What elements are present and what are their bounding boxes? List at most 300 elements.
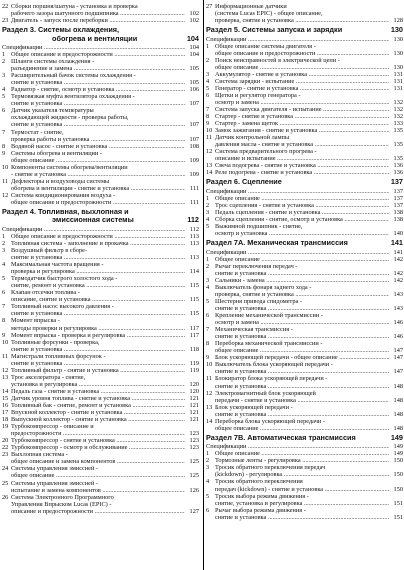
toc-entry [2, 192, 199, 199]
toc-entry-title: методы проверки и регулировка ..... [11, 325, 185, 332]
toc-entry [2, 310, 199, 317]
toc-entry [206, 368, 403, 375]
toc-entry [206, 450, 403, 457]
toc-page-number: 130 [390, 64, 403, 71]
toc-entry-number: 6 [2, 107, 6, 115]
toc-entry-title: Момент впрыска - проверка и регулировка ..... [11, 332, 185, 339]
toc-entry [2, 240, 199, 247]
toc-page-number: 151 [390, 514, 403, 521]
toc-left-column [2, 3, 199, 515]
toc-entry [206, 230, 403, 237]
toc-entry [2, 332, 199, 339]
toc-entry-title: Системы управления эмиссией - [11, 465, 98, 473]
toc-entry-number: 11 [2, 177, 9, 185]
toc-entry-title: Аккумулятор - снятие и установка ..... [215, 71, 389, 78]
toc-entry-number: 6 [206, 312, 210, 320]
toc-entry-number: 2 [206, 457, 210, 465]
section-title: Раздел 3. Системы охлаждения, [2, 25, 120, 35]
toc-page-number: 140 [390, 230, 403, 237]
toc-entry [206, 361, 403, 368]
toc-page-number: 123 [186, 437, 199, 444]
toc-page-number: 115 [186, 282, 199, 289]
toc-entry-title: Системы управления эмиссией - [11, 479, 98, 487]
section-page-number: 137 [390, 177, 403, 187]
toc-entry-title: общее описание ..... [215, 347, 389, 354]
toc-entry-number: 12 [206, 389, 213, 397]
toc-entry-title: (система Lucas EPIC) - общее описание, [215, 10, 323, 18]
toc-entry [206, 64, 403, 71]
toc-entry-title: общее описание и замена компонентов ..... [11, 458, 185, 465]
toc-entry-title: Компоненты системы обогрева/вентиляции [11, 163, 128, 171]
toc-entry-number: 12 [2, 191, 9, 199]
toc-entry-number: 3 [206, 209, 210, 217]
section-page-number: 130 [390, 25, 403, 35]
toc-entry [206, 195, 403, 202]
toc-entry [2, 353, 199, 360]
toc-page-number: 148 [390, 397, 403, 404]
toc-page-number: 149 [390, 450, 403, 457]
toc-entry-title: Датчик уровня топлива - снятие и установка ..... [11, 395, 185, 402]
toc-entry-title: охлаждающей жидкости - проверка работы, [11, 114, 129, 122]
toc-entry [2, 465, 199, 472]
toc-entry-title: Информационные датчики [215, 3, 287, 10]
toc-entry-number: 11 [206, 375, 213, 383]
toc-page-number: 108 [186, 143, 199, 150]
toc-entry [206, 319, 403, 326]
toc-entry [2, 451, 199, 458]
toc-page-number: 147 [390, 354, 403, 361]
toc-entry-number: 4 [2, 86, 6, 94]
toc-entry-number: 1 [2, 232, 6, 240]
toc-entry-title: проверка, снятие и установка ..... [215, 291, 389, 298]
section-title: Раздел 5. Системы запуска и зарядки [206, 25, 343, 35]
toc-entry [2, 79, 199, 86]
toc-entry-number: 17 [2, 409, 9, 417]
toc-entry-number: 20 [2, 437, 9, 445]
toc-entry-title: Переборка механической трансмиссии - [215, 340, 323, 348]
toc-entry-number: 12 [2, 366, 9, 374]
toc-entry-title: Двигатель - запуск после переборки ..... [11, 17, 185, 24]
toc-entry [206, 418, 403, 425]
toc-entry-number: 14 [206, 169, 213, 177]
toc-entry [2, 226, 199, 233]
toc-entry [2, 3, 199, 10]
toc-entry [206, 270, 403, 277]
toc-entry-title: Трос сцепления - снятие и установка ..... [215, 202, 389, 209]
toc-entry-title: Блок ускоряющей передачи - [215, 403, 293, 411]
toc-page-number: 107 [186, 100, 199, 107]
toc-entry [206, 514, 403, 521]
toc-entry-title: Сальники - замена ..... [215, 277, 389, 284]
toc-page-number: 123 [186, 444, 199, 451]
toc-entry-title: проверка работы и установка ..... [11, 136, 185, 143]
toc-entry-number: 7 [2, 303, 6, 311]
toc-page-number: 105 [186, 79, 199, 86]
toc-entry-title: Впускной коллектор - снятие и установка ..... [11, 409, 185, 416]
toc-page-number: 142 [390, 256, 403, 263]
toc-entry-number: 6 [2, 289, 6, 297]
toc-entry-title: снятие и установка ..... [215, 368, 389, 375]
toc-entry-title: Общее описание и предосторожности ..... [11, 233, 185, 240]
toc-entry [206, 347, 403, 354]
toc-page-number: 109 [186, 171, 199, 178]
toc-entry-number: 1 [2, 51, 6, 58]
toc-entry-title: снятие и установка ..... [215, 305, 389, 312]
toc-entry-number: 1 [206, 255, 210, 263]
toc-entry-title: Сборка сцепления - снятие, осмотр и установка ..... [215, 216, 389, 223]
toc-page-number: 128 [390, 17, 403, 24]
toc-page-number: 131 [390, 85, 403, 92]
toc-entry [2, 199, 199, 206]
toc-entry [2, 178, 199, 185]
toc-entry-title: Тормозные ленты - регулировка ..... [215, 457, 389, 464]
toc-entry-number: 11 [206, 134, 213, 142]
toc-entry [206, 223, 403, 230]
toc-entry-number: 8 [206, 340, 210, 348]
toc-entry [206, 148, 403, 155]
toc-entry-title: Щетки и регулятор генератора - [215, 91, 301, 99]
section-page-number: 104 [186, 33, 199, 43]
toc-entry-number: 2 [206, 56, 210, 64]
toc-entry-title: Термовязкая муфта вентилятора охлаждения - [11, 93, 135, 101]
toc-entry [206, 443, 403, 450]
toc-page-number: 130 [390, 50, 403, 57]
toc-entry [2, 374, 199, 381]
toc-entry [2, 437, 199, 444]
toc-entry-number: 10 [2, 338, 9, 346]
toc-entry-title: передачи - снятие и установка ..... [215, 397, 389, 404]
toc-entry-title: Выключатель фонаря заднего хода - [215, 283, 312, 291]
toc-page-number: 143 [390, 291, 403, 298]
toc-entry-title: Общее описание ..... [215, 195, 389, 202]
toc-entry-title: Выжимной подшипник - снятие, [215, 223, 303, 231]
toc-page-number: 123 [186, 430, 199, 437]
section-page-number: 149 [390, 432, 403, 442]
toc-page-number: 130 [390, 36, 403, 43]
toc-entry-number: 22 [2, 3, 9, 10]
toc-entry-number: 11 [2, 352, 9, 360]
toc-entry-title: Тросик обратного переключения передач [215, 464, 326, 472]
toc-entry [206, 457, 403, 464]
toc-entry-title: Системы обогрева и вентиляции - [11, 149, 102, 157]
toc-entry-title: Трос акселератора - снятие, [11, 373, 86, 381]
toc-page-number: 125 [186, 472, 199, 479]
toc-entry [206, 256, 403, 263]
section-page-number: 141 [390, 238, 403, 248]
toc-entry [2, 409, 199, 416]
toc-entry [206, 202, 403, 209]
toc-entry-title: Стартер - замена щеток ..... [215, 120, 389, 127]
toc-right-column [206, 3, 403, 521]
toc-entry-title: Сборки поршня/шатуна - установка и проверка [11, 3, 138, 10]
toc-entry-title: Педаль сцепления - снятие и установка ..... [215, 209, 389, 216]
toc-page-number: 149 [390, 443, 403, 450]
toc-page-number: 135 [390, 155, 403, 162]
toc-page-number: 133 [390, 120, 403, 127]
toc-entry-title: Спецификации ..... [2, 226, 185, 233]
toc-entry-title: снятие и установка ..... [11, 360, 185, 367]
toc-page-number: 112 [186, 226, 199, 233]
toc-entry [206, 85, 403, 92]
toc-entry [2, 100, 199, 107]
toc-entry-title: Датчик контрольной лампы [215, 134, 290, 142]
toc-entry-title: Водяной насос - снятие и установка ..... [11, 143, 185, 150]
toc-entry [206, 78, 403, 85]
toc-entry-number: 7 [2, 128, 6, 136]
toc-entry-title: Расширительный бачок системы охлаждения - [11, 72, 136, 80]
toc-entry-title: Топливные форсунки - проверка, [11, 338, 100, 346]
toc-entry [2, 164, 199, 171]
toc-entry [206, 464, 403, 471]
toc-entry-number: 12 [206, 148, 213, 156]
toc-entry-title: проверка и регулировка ..... [11, 268, 185, 275]
toc-entry [2, 430, 199, 437]
section-page-number: 112 [187, 215, 199, 225]
toc-entry-number: 8 [2, 142, 6, 150]
toc-entry [2, 121, 199, 128]
toc-entry-title: обогрева и вентиляции - снятие и установка ..... [11, 185, 185, 192]
toc-entry-number: 3 [2, 72, 6, 80]
toc-entry-title: Система запуска двигателя - испытание ..... [215, 106, 389, 113]
toc-entry-number: 10 [206, 127, 213, 135]
toc-entry [206, 383, 403, 390]
section-heading [2, 26, 199, 43]
toc-entry-number: 22 [2, 444, 9, 452]
toc-entry [206, 390, 403, 397]
toc-page-number: 113 [186, 240, 199, 247]
toc-entry [206, 486, 403, 493]
toc-page-number: 121 [186, 416, 199, 423]
toc-page-number: 131 [390, 71, 403, 78]
toc-entry-number: 2 [2, 239, 6, 247]
toc-entry [2, 416, 199, 423]
toc-entry-title: (kickdown) - регулировка ..... [215, 471, 389, 478]
toc-entry [206, 106, 403, 113]
section-title: Раздел 7В. Автоматическая трансмиссия [206, 432, 356, 442]
toc-entry-title: Турбокомпрессор - описание и [11, 423, 94, 431]
toc-entry-number: 5 [2, 93, 6, 101]
toc-entry [206, 500, 403, 507]
toc-entry [2, 501, 199, 508]
toc-page-number: 137 [390, 202, 403, 209]
toc-entry [206, 141, 403, 148]
toc-entry-number: 27 [206, 3, 213, 10]
toc-entry-title: снятие и установка ..... [11, 254, 185, 261]
toc-entry-title: снятие и установка ..... [11, 346, 185, 353]
toc-entry [2, 254, 199, 261]
toc-entry-number: 3 [206, 464, 210, 472]
toc-entry-title: снятие и установка ..... [11, 310, 185, 317]
section-heading [206, 26, 403, 34]
toc-entry [206, 493, 403, 500]
toc-entry [206, 411, 403, 418]
toc-entry [206, 113, 403, 120]
toc-page-number: 104 [186, 44, 199, 51]
toc-page-number: 106 [186, 86, 199, 93]
toc-entry-number: 7 [206, 106, 210, 114]
toc-entry [206, 312, 403, 319]
toc-entry-title: Топливный бак - снятие, ремонт и установка ..... [11, 402, 185, 409]
toc-entry-title: Поиск неисправностей в электрической цепи - [215, 56, 340, 64]
toc-entry-number: 8 [206, 113, 210, 121]
section-title-line2: эмиссионная системы [52, 215, 134, 225]
toc-entry [2, 10, 199, 17]
toc-page-number: 111 [186, 199, 199, 206]
toc-entry [206, 57, 403, 64]
toc-entry [2, 487, 199, 494]
toc-page-number: 142 [390, 270, 403, 277]
toc-entry [206, 216, 403, 223]
toc-entry [2, 261, 199, 268]
toc-entry [2, 282, 199, 289]
toc-entry-title: Тросик обратного переключения [215, 478, 303, 486]
toc-entry [2, 129, 199, 136]
toc-entry-title: Радиатор - снятие, осмотр и установка ..... [11, 86, 185, 93]
toc-entry-title: Шестерня привода спидометра - [215, 297, 302, 305]
toc-entry-title: Блок ускоряющей передачи - общее описание ..... [215, 354, 389, 361]
toc-page-number: 121 [186, 409, 199, 416]
toc-page-number: 131 [390, 78, 403, 85]
toc-entry [206, 291, 403, 298]
toc-page-number: 118 [186, 346, 199, 353]
toc-entry-title: Воздушный фильтр в сборе- [11, 246, 88, 254]
toc-entry [206, 120, 403, 127]
toc-entry-title: описание и испытание ..... [215, 155, 389, 162]
toc-page-number: 150 [390, 457, 403, 464]
toc-entry [206, 375, 403, 382]
toc-entry-title: описание, снятие и установка ..... [11, 296, 185, 303]
toc-page-number: 147 [390, 368, 403, 375]
toc-entry [206, 99, 403, 106]
toc-entry-number: 14 [206, 417, 213, 425]
toc-page-number: 102 [186, 17, 199, 24]
toc-entry [2, 381, 199, 388]
toc-page-number: 135 [390, 141, 403, 148]
toc-entry-number: 15 [2, 394, 9, 402]
toc-page-number: 125 [186, 458, 199, 465]
toc-entry-number: 16 [2, 402, 9, 410]
column-divider [203, 0, 204, 570]
toc-page-number: 132 [390, 99, 403, 106]
toc-entry-title: Выключатель блока ускоряющей передачи - [215, 361, 333, 369]
toc-page-number: 135 [390, 127, 403, 134]
toc-page-number: 136 [390, 162, 403, 169]
toc-entry [2, 72, 199, 79]
toc-page-number: 114 [186, 268, 199, 275]
toc-entry [2, 444, 199, 451]
toc-entry [2, 93, 199, 100]
toc-page-number: 109 [186, 157, 199, 164]
toc-page-number: 146 [390, 333, 403, 340]
toc-entry [206, 305, 403, 312]
toc-entry-title: Выпускной коллектор - снятие и установка ..... [11, 416, 185, 423]
section-title: Раздел 6. Сцепление [206, 177, 282, 187]
toc-page-number: 150 [390, 486, 403, 493]
toc-page-number: 126 [186, 487, 199, 494]
toc-entry-number: 5 [2, 275, 6, 283]
toc-entry-title: Общее описание системы двигателя - [215, 42, 316, 50]
toc-entry-number: 4 [2, 261, 6, 269]
toc-entry-number: 10 [2, 163, 9, 171]
toc-page-number: 117 [186, 325, 199, 332]
toc-entry-title: Спецификации ..... [206, 36, 389, 43]
toc-page-number: 127 [186, 508, 199, 515]
toc-entry-title: Система зарядки - испытание ..... [215, 78, 389, 85]
toc-entry [206, 43, 403, 50]
toc-entry [2, 296, 199, 303]
toc-entry-title: Выхлопная система - [11, 451, 68, 459]
toc-page-number: 148 [390, 411, 403, 418]
toc-entry-title: Стартер - снятие и установка ..... [215, 113, 389, 120]
toc-entry [2, 157, 199, 164]
toc-entry-title: Рычаг выбора режима движения - [215, 506, 306, 514]
toc-entry-title: Свеча подогрева - снятие и установка ..... [215, 162, 389, 169]
toc-entry-title: Система кондиционирования воздуха - [11, 191, 116, 199]
toc-page-number: 146 [390, 319, 403, 326]
toc-entry-number: 19 [2, 423, 9, 431]
toc-entry-title: снятие и установка ..... [215, 270, 389, 277]
toc-entry-title: Переборка блока ускоряющей передачи - [215, 417, 325, 425]
toc-entry-title: Турбокомпрессор - снятие и установка ..... [11, 437, 185, 444]
toc-entry-number: 3 [206, 276, 210, 284]
toc-entry-title: снятие и установка ..... [11, 79, 185, 86]
toc-entry [206, 340, 403, 347]
toc-entry-title: Дефлекторы и воздуховоды системы [11, 177, 110, 185]
toc-entry-number: 25 [2, 479, 9, 487]
toc-entry [206, 3, 403, 10]
toc-entry-title: Термодатчик быстрого холостого хода - [11, 275, 118, 283]
toc-entry [206, 127, 403, 134]
toc-entry [206, 404, 403, 411]
toc-page-number: 150 [390, 471, 403, 478]
toc-entry [2, 508, 199, 515]
toc-page-number: 107 [186, 136, 199, 143]
toc-entry-title: давления масла - снятие и установка ..... [215, 141, 389, 148]
toc-entry-title: Крепление механической трансмиссии - [215, 312, 323, 320]
toc-page-number: 132 [390, 106, 403, 113]
toc-entry-number: 4 [206, 216, 210, 224]
toc-entry [206, 50, 403, 57]
toc-entry-title: общее описание ..... [215, 425, 389, 432]
section-heading [206, 178, 403, 186]
toc-entry [206, 263, 403, 270]
toc-entry-title: Максимальная частота вращения - [11, 261, 104, 269]
toc-entry [2, 51, 199, 58]
toc-entry-title: снятие, установка и регулировка ..... [215, 500, 389, 507]
toc-entry-title: Общее описание ..... [215, 256, 389, 263]
toc-entry [2, 143, 199, 150]
section-heading [206, 239, 403, 247]
toc-entry [206, 284, 403, 291]
toc-entry-number: 24 [2, 465, 9, 473]
toc-entry-title: рабочего зазора шатунного подшипника ..... [11, 10, 185, 17]
toc-entry-number: 9 [206, 120, 210, 128]
toc-entry [2, 171, 199, 178]
toc-entry-title: Система Электронного Программного [11, 493, 114, 501]
toc-entry-number: 6 [206, 506, 210, 514]
toc-page-number: 147 [390, 347, 403, 354]
toc-entry [206, 10, 403, 17]
toc-entry-title: Шланги системы охлаждения - [11, 58, 95, 66]
toc-page-number: 136 [390, 169, 403, 176]
toc-page-number: 137 [390, 188, 403, 195]
toc-entry-title: Электромагнитный блок ускоряющей [215, 389, 316, 397]
toc-entry-number: 3 [2, 246, 6, 254]
toc-entry [206, 298, 403, 305]
toc-page-number: 143 [390, 305, 403, 312]
toc-entry-title: снятие и установка ..... [215, 514, 389, 521]
toc-entry-title: Датчик указателя температуры [11, 107, 94, 115]
